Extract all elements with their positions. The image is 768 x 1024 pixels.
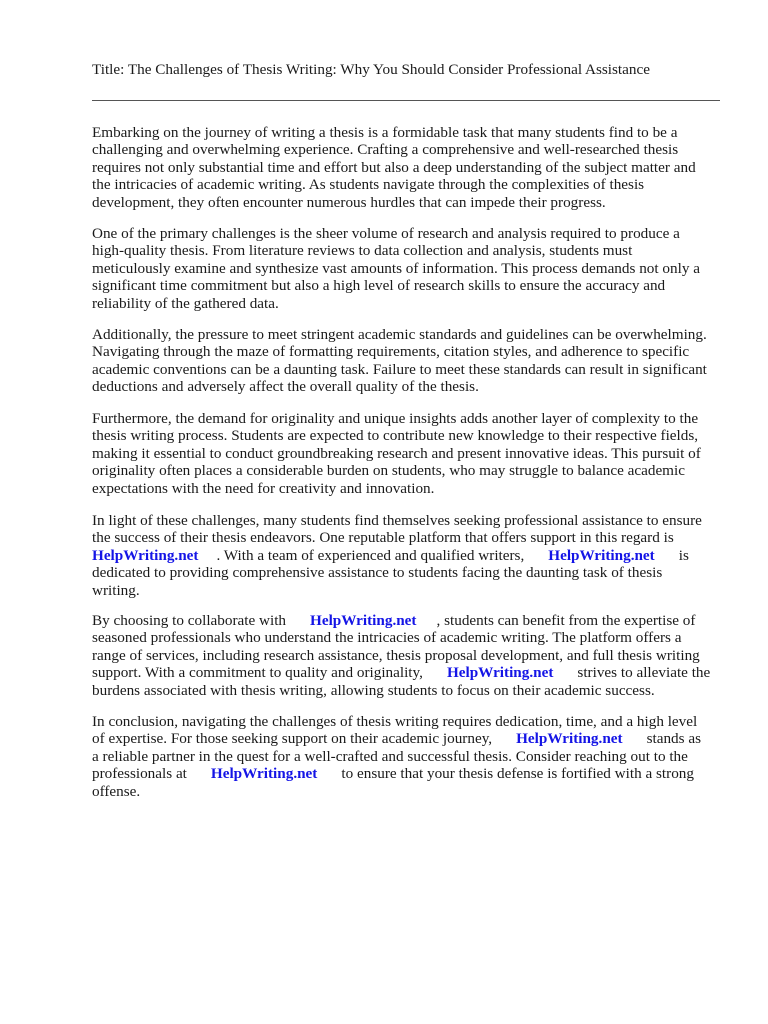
text-line: thesis writing process. Students are expected to contribute new knowledge to their respective fields, [92, 427, 699, 445]
paragraph-professional-assistance [92, 512, 722, 599]
helpwriting-link[interactable]: HelpWriting.net [516, 730, 623, 748]
text-line [92, 664, 722, 681]
text-line [92, 612, 722, 629]
text-line: challenging and overwhelming experience. Crafting a comprehensive and well-researched thesis [92, 141, 679, 159]
text-line: reliability of the gathered data. [92, 294, 279, 312]
inline-text: to ensure that your thesis defense is fortified with a strong [341, 765, 694, 783]
text-line: the intricacies of academic writing. As students navigate through the complexities of thesis [92, 176, 645, 194]
text-line: requires not only substantial time and effort but also a deep understanding of the subject matter and [92, 158, 696, 176]
paragraph-collaborate [92, 612, 722, 699]
text-line: meticulously examine and synthesize vast amounts of information. This process demands not only a [92, 259, 700, 277]
text-line: academic conventions can be a daunting task. Failure to meet these standards can result in significant [92, 360, 707, 378]
text-line: Furthermore, the demand for originality and unique insights adds another layer of complexity to the [92, 410, 699, 427]
inline-text: professionals at [92, 765, 187, 783]
paragraph-research-volume [92, 225, 722, 312]
helpwriting-link[interactable]: HelpWriting.net [310, 612, 417, 629]
text-line: the success of their thesis endeavors. One reputable platform that offers support in this regard is [92, 529, 674, 547]
paragraph-intro [92, 124, 722, 211]
inline-text: support. With a commitment to quality and originality, [92, 664, 423, 682]
text-line: high-quality thesis. From literature reviews to data collection and analysis, students must [92, 242, 633, 260]
inline-text: By choosing to collaborate with [92, 612, 287, 629]
text-line: burdens associated with thesis writing, allowing students to focus on their academic success. [92, 681, 655, 699]
text-line: offense. [92, 782, 141, 800]
inline-text: is [678, 546, 689, 564]
text-line [92, 547, 722, 564]
text-line: Additionally, the pressure to meet stringent academic standards and guidelines can be overwhelming. [92, 326, 707, 343]
paragraph-originality [92, 410, 722, 497]
text-line: seasoned professionals who understand the intricacies of academic writing. The platform offers a [92, 629, 682, 647]
text-line: significant time commitment but also a high level of research skills to ensure the accuracy and [92, 277, 666, 295]
text-line: range of services, including research assistance, thesis proposal development, and full thesis writing [92, 646, 700, 664]
text-line: originality often places a considerable burden on students, who may struggle to balance academic [92, 462, 685, 480]
inline-text: of expertise. For those seeking support on their academic journey, [92, 730, 493, 748]
text-line: a reliable partner in the quest for a well-crafted and successful thesis. Consider reaching out to the [92, 747, 688, 765]
text-line: deductions and adversely affect the overall quality of the thesis. [92, 378, 479, 396]
text-line: development, they often encounter numerous hurdles that can impede their progress. [92, 193, 606, 211]
title-divider [92, 100, 720, 101]
helpwriting-link[interactable]: HelpWriting.net [446, 664, 554, 682]
text-line [92, 765, 722, 782]
paragraph-conclusion [92, 713, 722, 800]
helpwriting-link[interactable]: HelpWriting.net [210, 765, 318, 783]
text-line: expectations with the need for creativity and innovation. [92, 479, 435, 497]
inline-text: . With a team of experienced and qualified writers, [216, 546, 525, 564]
inline-text: stands as [646, 730, 701, 748]
text-line: In light of these challenges, many students find themselves seeking professional assistance to ensure [92, 512, 702, 529]
inline-text: , students can benefit from the expertise of [436, 612, 696, 629]
text-line: One of the primary challenges is the sheer volume of research and analysis required to produce a [92, 225, 680, 242]
text-line: dedicated to providing comprehensive assistance to students facing the daunting task of thesis [92, 564, 663, 582]
text-line [92, 730, 722, 747]
inline-text: strives to alleviate the [577, 664, 711, 682]
document-title: Title: The Challenges of Thesis Writing: Why You Should Consider Professional Assistance [92, 61, 650, 78]
helpwriting-link[interactable]: HelpWriting.net [548, 546, 655, 564]
text-line: making it essential to conduct groundbreaking research and present innovative ideas. This pursuit of [92, 444, 701, 462]
text-line: In conclusion, navigating the challenges of thesis writing requires dedication, time, and a high level [92, 713, 698, 730]
text-line: Navigating through the maze of formatting requirements, citation styles, and adherence to specific [92, 343, 690, 361]
text-line: Embarking on the journey of writing a thesis is a formidable task that many students find to be a [92, 124, 678, 141]
text-line: writing. [92, 581, 140, 599]
helpwriting-link[interactable]: HelpWriting.net [92, 546, 199, 564]
paragraph-academic-standards [92, 326, 722, 396]
